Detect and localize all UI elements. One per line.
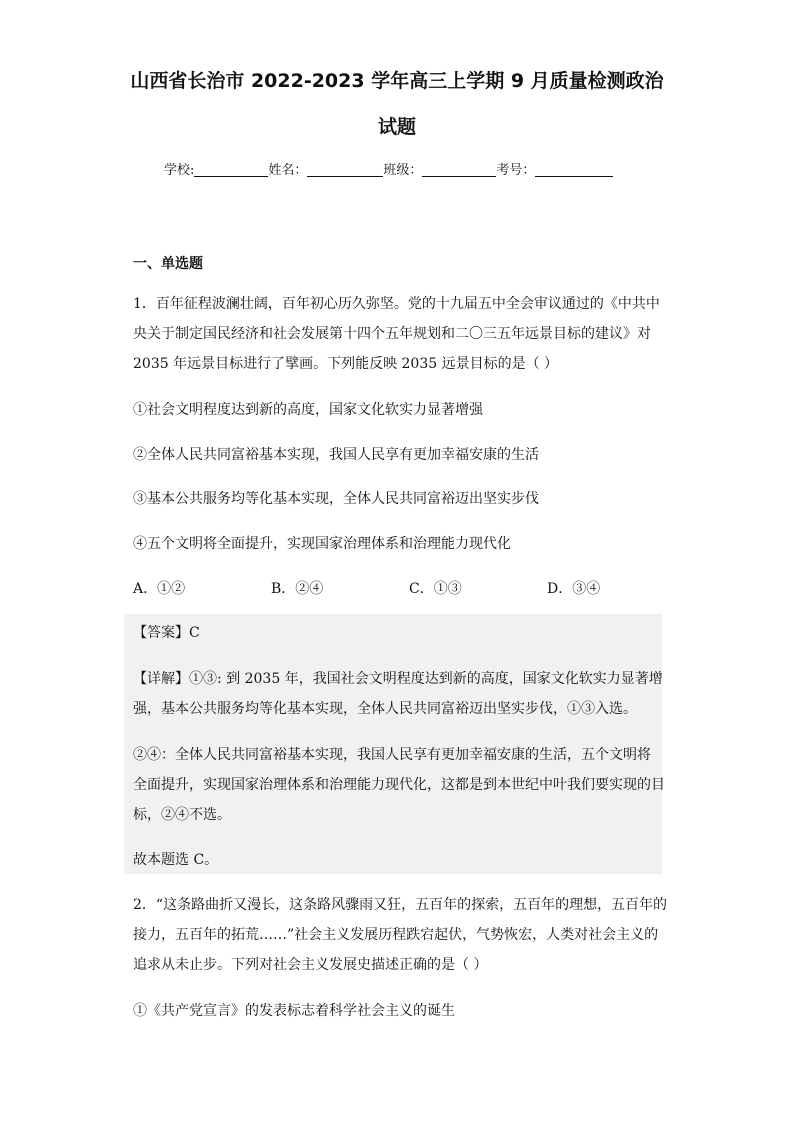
q1-answer: 【答案】C xyxy=(133,625,200,641)
q1-option-b: B．②④ xyxy=(271,581,324,597)
q1-detail-line: 标，②④不选。 xyxy=(133,807,231,823)
q1-stem-line: 2035 年远景目标进行了擘画。下列能反映 2035 远景目标的是（ ） xyxy=(133,356,559,372)
q1-stem-line: 1．百年征程波澜壮阔，百年初心历久弥坚。党的十九届五中全会审议通过的《中共中 xyxy=(133,296,660,312)
q1-item-2: ②全体人民共同富裕基本实现，我国人民享有更加幸福安康的生活 xyxy=(133,447,539,463)
class-label: 班级： xyxy=(383,163,423,178)
q1-detail-line: ②④：全体人民共同富裕基本实现，我国人民享有更加幸福安康的生活，五个文明将 xyxy=(133,747,651,763)
class-blank xyxy=(422,162,496,177)
name-blank xyxy=(307,162,383,177)
q1-detail-line: 【详解】①③: 到 2035 年，我国社会文明程度达到新的高度，国家文化软实力显著增 xyxy=(133,671,663,687)
q1-option-a: A．①② xyxy=(133,581,186,597)
q1-option-d: D．③④ xyxy=(547,581,601,597)
number-label: 考号： xyxy=(496,163,536,178)
name-label: 姓名： xyxy=(268,163,308,178)
q1-detail-line: 强，基本公共服务均等化基本实现，全体人民共同富裕迈出坚实步伐，①③入选。 xyxy=(133,701,637,717)
q1-detail-line: 全面提升，实现国家治理体系和治理能力现代化，这都是到本世纪中叶我们要实现的目 xyxy=(133,777,665,793)
student-info-row xyxy=(164,159,613,178)
document-title-line-2: 试题 xyxy=(377,116,416,138)
q2-stem-line: 追求从未止步。下列对社会主义发展史描述正确的是（ ） xyxy=(133,957,488,973)
q1-item-1: ①社会文明程度达到新的高度，国家文化软实力显著增强 xyxy=(133,402,483,418)
q2-item-1: ①《共产党宣言》的发表标志着科学社会主义的诞生 xyxy=(133,1003,455,1019)
number-blank xyxy=(535,162,613,177)
q1-stem-line: 央关于制定国民经济和社会发展第十四个五年规划和二〇三五年远景目标的建议》对 xyxy=(133,326,651,342)
school-label: 学校: xyxy=(164,163,195,178)
section-title: 一、单选题 xyxy=(133,256,203,272)
q1-item-4: ④五个文明将全面提升，实现国家治理体系和治理能力现代化 xyxy=(133,536,511,552)
q1-option-c: C．①③ xyxy=(409,581,462,597)
school-blank xyxy=(194,162,268,177)
q2-stem-line: 接力，五百年的拓荒……”社会主义发展历程跌宕起伏，气势恢宏，人类对社会主义的 xyxy=(133,927,659,943)
document-title-line-1: 山西省长治市 2022-2023 学年高三上学期 9 月质量检测政治 xyxy=(130,70,664,92)
q1-item-3: ③基本公共服务均等化基本实现，全体人民共同富裕迈出坚实步伐 xyxy=(133,491,539,507)
q1-conclusion: 故本题选 C。 xyxy=(133,852,219,868)
q2-stem-line: 2．“这条路曲折又漫长，这条路风骤雨又狂，五百年的探索，五百年的理想，五百年的 xyxy=(133,897,668,913)
